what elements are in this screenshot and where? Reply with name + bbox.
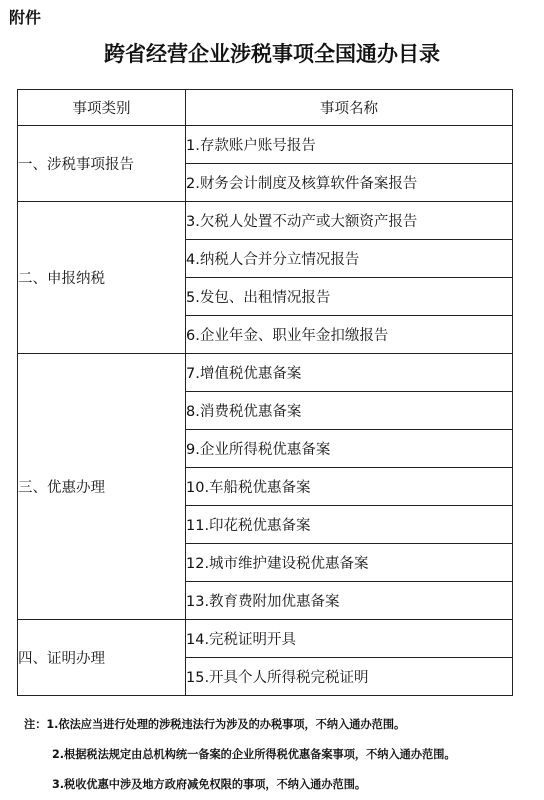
table-row	[18, 620, 513, 658]
header-category: 事项类别	[18, 90, 186, 126]
document-title: 跨省经营企业涉税事项全国通办目录	[104, 41, 440, 66]
item-cell: 1.存款账户账号报告	[186, 126, 513, 164]
item-cell: 14.完税证明开具	[186, 620, 513, 658]
table-row	[18, 354, 513, 392]
table-row	[18, 202, 513, 240]
note-line: 注：1.依法应当进行处理的涉税违法行为涉及的办税事项，不纳入通办范围。	[24, 718, 406, 731]
item-cell: 9.企业所得税优惠备案	[186, 430, 513, 468]
attachment-label: 附件	[9, 8, 42, 27]
item-cell: 13.教育费附加优惠备案	[186, 582, 513, 620]
catalog-table	[17, 89, 513, 696]
category-cell: 三、优惠办理	[18, 354, 186, 620]
item-cell: 2.财务会计制度及核算软件备案报告	[186, 164, 513, 202]
note-line: 3.税收优惠中涉及地方政府减免权限的事项，不纳入通办范围。	[52, 778, 367, 791]
category-cell: 一、涉税事项报告	[18, 126, 186, 202]
item-cell: 6.企业年金、职业年金扣缴报告	[186, 316, 513, 354]
item-cell: 3.欠税人处置不动产或大额资产报告	[186, 202, 513, 240]
item-cell: 10.车船税优惠备案	[186, 468, 513, 506]
item-cell: 12.城市维护建设税优惠备案	[186, 544, 513, 582]
category-cell: 四、证明办理	[18, 620, 186, 696]
item-cell: 15.开具个人所得税完税证明	[186, 658, 513, 696]
header-item-name: 事项名称	[186, 90, 513, 126]
category-cell: 二、申报纳税	[18, 202, 186, 354]
item-cell: 7.增值税优惠备案	[186, 354, 513, 392]
item-cell: 11.印花税优惠备案	[186, 506, 513, 544]
item-cell: 5.发包、出租情况报告	[186, 278, 513, 316]
item-cell: 4.纳税人合并分立情况报告	[186, 240, 513, 278]
item-cell: 8.消费税优惠备案	[186, 392, 513, 430]
table-header-row	[18, 90, 513, 126]
table-row	[18, 126, 513, 164]
notes-section	[24, 710, 536, 800]
note-line: 2.根据税法规定由总机构统一备案的企业所得税优惠备案事项，不纳入通办范围。	[52, 748, 456, 761]
